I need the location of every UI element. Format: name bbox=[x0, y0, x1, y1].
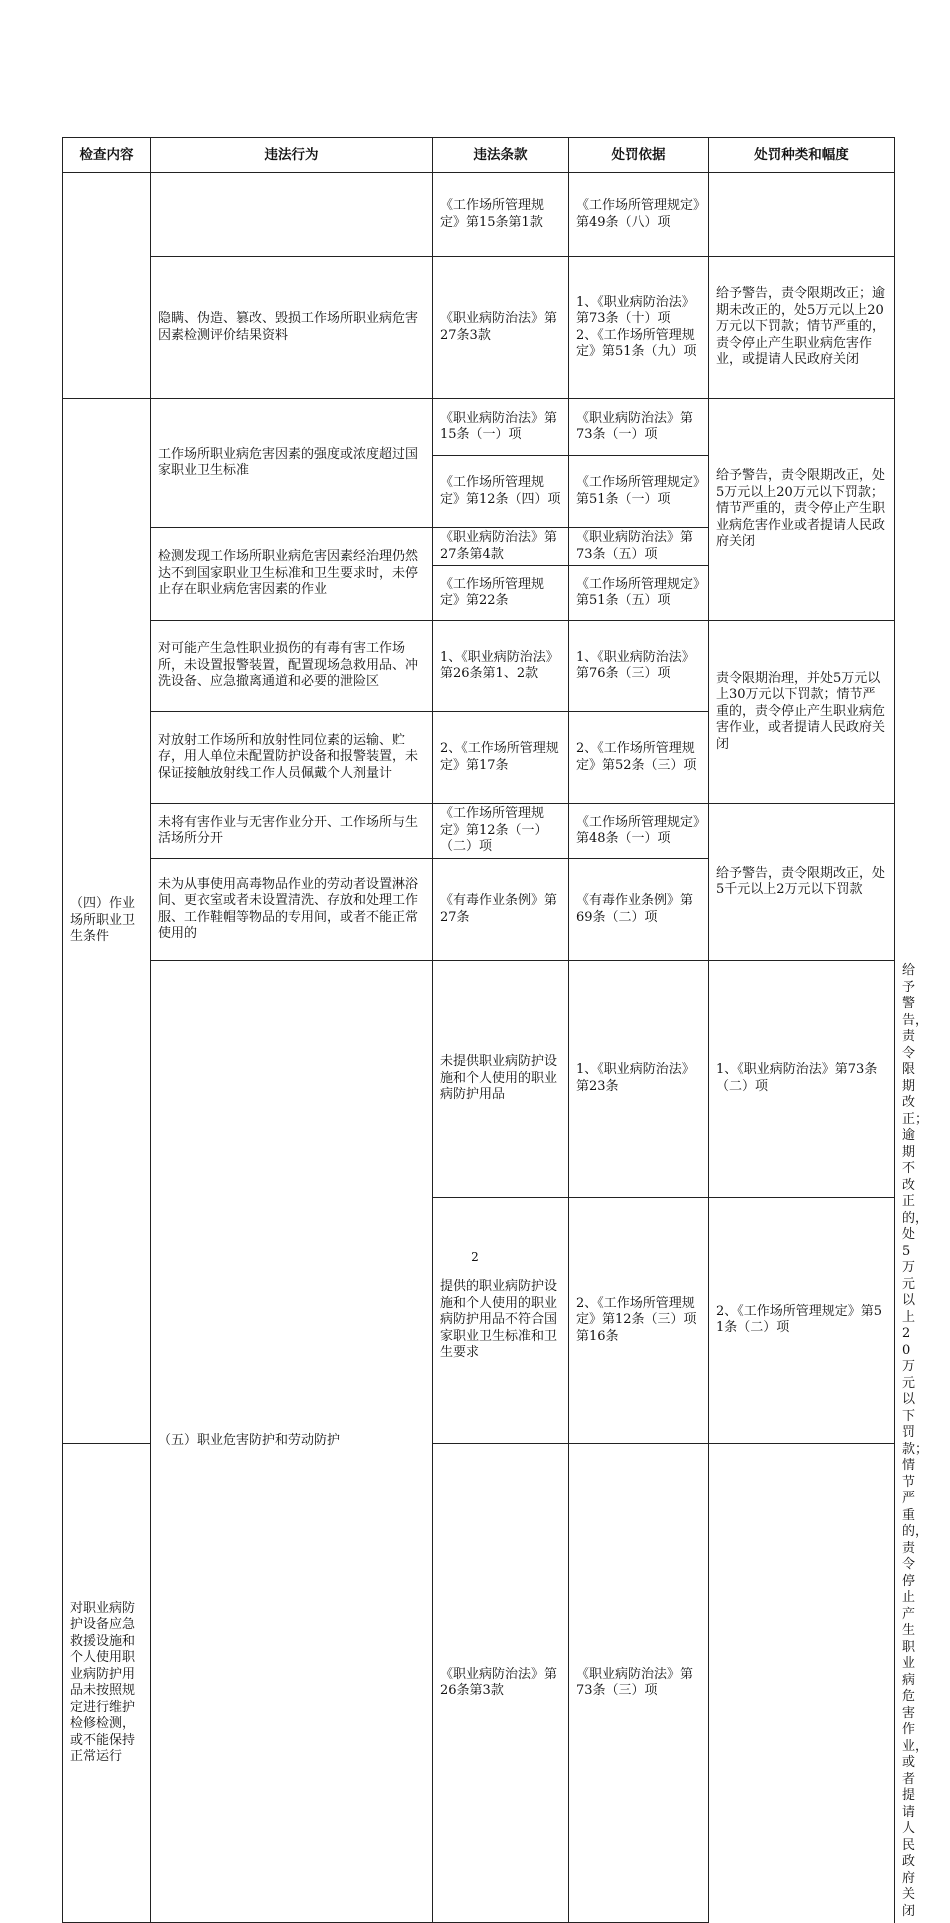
penalty-type-cell bbox=[709, 173, 895, 257]
table-row bbox=[63, 257, 895, 399]
header-violation-act: 违法行为 bbox=[151, 138, 433, 173]
category-cell: （五）职业危害防护和劳动防护 bbox=[151, 961, 433, 1923]
penalty-basis-cell: 《职业病防治法》第73条（一）项 bbox=[569, 399, 709, 456]
violation-act-cell bbox=[151, 173, 433, 257]
violation-act-cell: 未提供职业病防护设施和个人使用的职业病防护用品 bbox=[433, 961, 569, 1198]
penalty-basis-cell: 1、《职业病防治法》第73条（二）项 bbox=[709, 961, 895, 1198]
violation-act-cell: 隐瞒、伪造、篡改、毁损工作场所职业病危害因素检测评价结果资料 bbox=[151, 257, 433, 399]
category-cell: （四）作业场所职业卫生条件 bbox=[63, 399, 151, 1444]
violated-clause-cell: 2、《工作场所管理规定》第12条（三）项第16条 bbox=[569, 1197, 709, 1443]
penalty-basis-cell: 《职业病防治法》第73条（五）项 bbox=[569, 528, 709, 566]
penalty-basis-cell: 《有毒作业条例》第69条（二）项 bbox=[569, 859, 709, 961]
table-row bbox=[63, 399, 895, 456]
table-row bbox=[63, 621, 895, 712]
violated-clause-cell: 《职业病防治法》第15条（一）项 bbox=[433, 399, 569, 456]
penalty-basis-cell: 2、《工作场所管理规定》第52条（三）项 bbox=[569, 712, 709, 804]
header-penalty-type: 处罚种类和幅度 bbox=[709, 138, 895, 173]
page-number: 2 bbox=[471, 1250, 479, 1264]
violated-clause-cell: 《工作场所管理规定》第12条（一）（二）项 bbox=[433, 804, 569, 859]
violated-clause-cell: 《职业病防治法》第27条3款 bbox=[433, 257, 569, 399]
penalty-basis-cell: 1、《职业病防治法》第73条（十）项 2、《工作场所管理规定》第51条（九）项 bbox=[569, 257, 709, 399]
header-penalty-basis: 处罚依据 bbox=[569, 138, 709, 173]
penalty-type-cell: 责令限期治理，并处5万元以上30万元以下罚款；情节严重的，责令停止产生职业病危害作业，或者提请人民政府关闭 bbox=[709, 621, 895, 804]
violation-act-cell: 未将有害作业与无害作业分开、工作场所与生活场所分开 bbox=[151, 804, 433, 859]
table-row bbox=[63, 804, 895, 859]
violation-act-cell: 工作场所职业病危害因素的强度或浓度超过国家职业卫生标准 bbox=[151, 399, 433, 528]
penalty-type-cell: 给予警告，责令限期改正，处5千元以上2万元以下罚款 bbox=[709, 804, 895, 961]
table-row bbox=[63, 173, 895, 257]
violation-act-cell: 提供的职业病防护设施和个人使用的职业病防护用品不符合国家职业卫生标准和卫生要求 bbox=[433, 1197, 569, 1443]
category-cell bbox=[63, 173, 151, 399]
header-inspection-content: 检查内容 bbox=[63, 138, 151, 173]
violated-clause-cell: 1、《职业病防治法》第23条 bbox=[569, 961, 709, 1198]
header-row bbox=[63, 138, 895, 173]
regulation-table bbox=[62, 137, 929, 1923]
table-row: （五）职业危害防护和劳动防护 未提供职业病防护设施和个人使用的职业病防护用品 1、《职业病防治法》第23条 1、《职业病防治法》第73条（二）项 给予警告，责令限期改正；逾期不改正的，处5万元以上20万元以下罚款； 情节严重的，责令停止产生职业病危害作业，或者提请人民政府关闭 bbox=[63, 961, 895, 1198]
violated-clause-cell: 《工作场所管理规定》第22条 bbox=[433, 566, 569, 621]
violated-clause-cell: 《职业病防治法》第26条第3款 bbox=[433, 1444, 569, 1923]
violated-clause-cell: 《有毒作业条例》第27条 bbox=[433, 859, 569, 961]
penalty-basis-cell: 2、《工作场所管理规定》第51条（二）项 bbox=[709, 1197, 895, 1443]
violation-act-cell: 对放射工作场所和放射性同位素的运输、贮存，用人单位未配置防护设备和报警装置，未保证接触放射线工作人员佩戴个人剂量计 bbox=[151, 712, 433, 804]
penalty-basis-cell: 《工作场所管理规定》第51条（五）项 bbox=[569, 566, 709, 621]
violated-clause-cell: 《职业病防治法》第27条第4款 bbox=[433, 528, 569, 566]
violation-act-cell: 检测发现工作场所职业病危害因素经治理仍然达不到国家职业卫生标准和卫生要求时，未停止存在职业病危害因素的作业 bbox=[151, 528, 433, 621]
violated-clause-cell: 2、《工作场所管理规定》第17条 bbox=[433, 712, 569, 804]
violation-act-cell: 对可能产生急性职业损伤的有毒有害工作场所，未设置报警装置，配置现场急救用品、冲洗设备、应急撤离通道和必要的泄险区 bbox=[151, 621, 433, 712]
violation-act-cell: 未为从事使用高毒物品作业的劳动者设置淋浴间、更衣室或者未设置清洗、存放和处理工作服、工作鞋帽等物品的专用间，或者不能正常使用的 bbox=[151, 859, 433, 961]
penalty-basis-cell: 《工作场所管理规定》第48条（一）项 bbox=[569, 804, 709, 859]
penalty-basis-cell: 《职业病防治法》第73条（三）项 bbox=[569, 1444, 709, 1923]
violation-act-cell: 对职业病防护设备应急救援设施和个人使用职业病防护用品未按照规定进行维护检修检测，或不能保持正常运行 bbox=[63, 1444, 151, 1923]
violated-clause-cell: 《工作场所管理规定》第15条第1款 bbox=[433, 173, 569, 257]
violated-clause-cell: 1、《职业病防治法》第26条第1、2款 bbox=[433, 621, 569, 712]
penalty-type-cell: 给予警告，责令限期改正，处5万元以上20万元以下罚款；情节严重的，责令停止产生职业病危害作业或者提请人民政府关闭 bbox=[709, 399, 895, 621]
penalty-type-cell: 给予警告，责令限期改正；逾期未改正的，处5万元以上20万元以下罚款；情节严重的，责令停止产生职业病危害作业，或提请人民政府关闭 bbox=[709, 257, 895, 399]
penalty-basis-cell: 《工作场所管理规定》第51条（一）项 bbox=[569, 456, 709, 528]
violated-clause-cell: 《工作场所管理规定》第12条（四）项 bbox=[433, 456, 569, 528]
penalty-basis-cell: 1、《职业病防治法》第76条（三）项 bbox=[569, 621, 709, 712]
penalty-basis-cell: 《工作场所管理规定》第49条（八）项 bbox=[569, 173, 709, 257]
header-violated-clause: 违法条款 bbox=[433, 138, 569, 173]
